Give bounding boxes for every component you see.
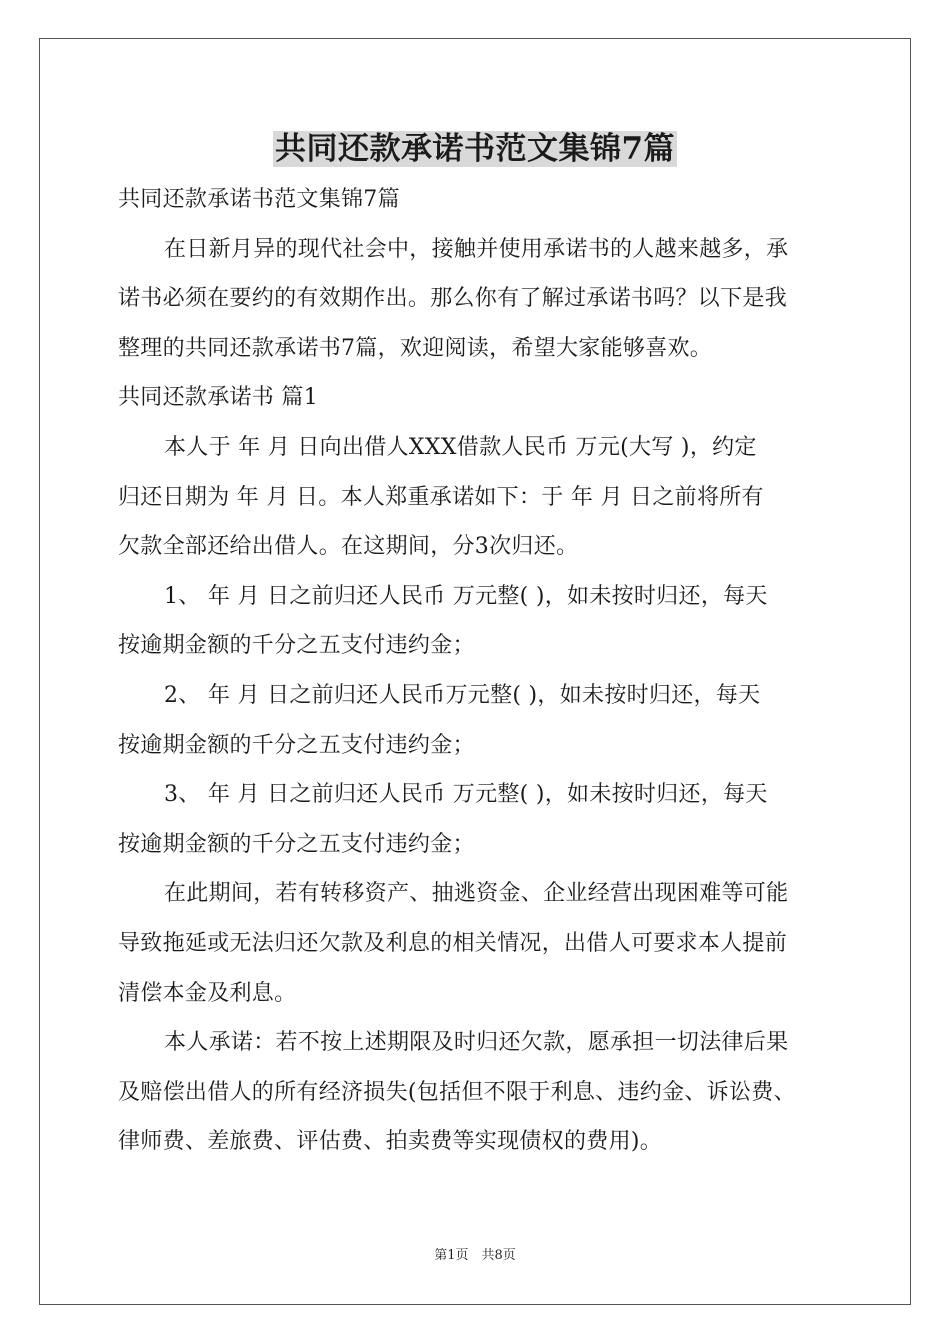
body-line: 按逾期金额的千分之五支付违约金； [118, 831, 475, 857]
body-line: 整理的共同还款承诺书7篇，欢迎阅读，希望大家能够喜欢。 [118, 335, 713, 361]
body-line: 按逾期金额的千分之五支付违约金； [118, 732, 475, 758]
document-title [0, 126, 950, 172]
body-line: 共同还款承诺书范文集锦7篇 [118, 187, 400, 212]
body-line: 导致拖延或无法归还欠款及利息的相关情况，出借人可要求本人提前 [118, 930, 788, 956]
page-footer: 第1页 共8页 [434, 1248, 516, 1263]
body-line: 1、 年 月 日之前归还人民币 万元整( )，如未按时归还，每天 [164, 583, 768, 609]
body-line: 律师费、差旅费、评估费、拍卖费等实现债权的费用)。 [118, 1129, 663, 1155]
body-line: 及赔偿出借人的所有经济损失(包括但不限于利息、违约金、诉讼费、 [118, 1079, 796, 1105]
document-body [118, 175, 838, 1167]
body-line: 3、 年 月 日之前归还人民币 万元整( )，如未按时归还，每天 [164, 782, 768, 808]
body-line: 归还日期为 年 月 日。本人郑重承诺如下：于 年 月 日之前将所有 [118, 484, 764, 510]
body-line: 在日新月异的现代社会中，接触并使用承诺书的人越来越多，承 [164, 236, 789, 262]
body-line: 共同还款承诺书 篇1 [118, 385, 318, 411]
body-line: 按逾期金额的千分之五支付违约金； [118, 633, 475, 659]
body-line: 欠款全部还给出借人。在这期间，分3次归还。 [118, 534, 579, 560]
body-line: 诺书必须在要约的有效期作出。那么你有了解过承诺书吗？以下是我 [118, 286, 788, 312]
body-line: 2、 年 月 日之前归还人民币万元整( )，如未按时归还，每天 [164, 682, 761, 708]
body-line: 本人于 年 月 日向出借人XXX借款人民币 万元(大写 )，约定 [164, 434, 757, 460]
document-title-text: 共同还款承诺书范文集锦7篇 [274, 131, 676, 167]
body-line: 本人承诺：若不按上述期限及时归还欠款，愿承担一切法律后果 [164, 1030, 789, 1056]
body-line: 清偿本金及利息。 [118, 980, 297, 1006]
body-line: 在此期间，若有转移资产、抽逃资金、企业经营出现困难等可能 [164, 881, 789, 907]
